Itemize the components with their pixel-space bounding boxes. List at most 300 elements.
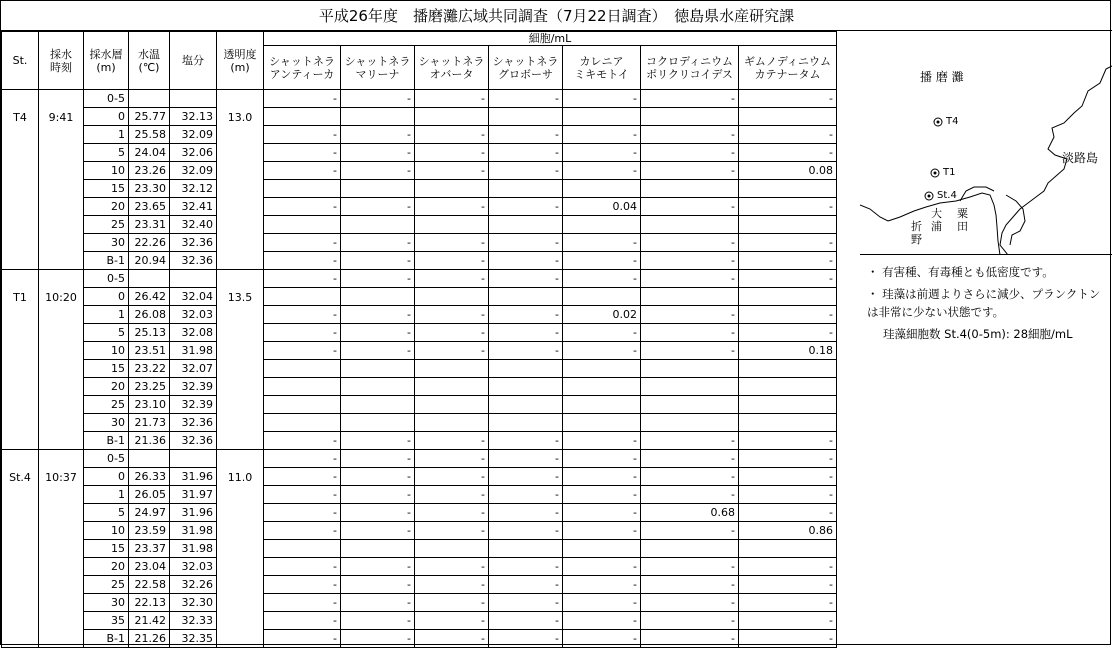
- cell-density: [415, 378, 489, 396]
- cell-density: -: [563, 144, 641, 162]
- cell-density: -: [641, 558, 739, 576]
- header-species-text-0: シャットネラ アンティーカ: [269, 54, 335, 81]
- temperature-cell: 25.13: [129, 324, 170, 342]
- cell-density: -: [563, 252, 641, 270]
- temperature-cell: 23.30: [129, 180, 170, 198]
- cell-density: [264, 180, 341, 198]
- cell-density: [739, 180, 837, 198]
- cell-density: -: [489, 252, 563, 270]
- cell-density: -: [415, 270, 489, 288]
- cell-density: -: [341, 198, 415, 216]
- cell-density: -: [415, 576, 489, 594]
- salinity-cell: 32.26: [170, 576, 217, 594]
- cell-density: -: [739, 270, 837, 288]
- station-marker-t1: [931, 169, 939, 177]
- salinity-cell: 31.96: [170, 468, 217, 486]
- cell-density: -: [641, 486, 739, 504]
- cell-density: -: [264, 486, 341, 504]
- salinity-cell: 32.08: [170, 324, 217, 342]
- cell-density: -: [739, 576, 837, 594]
- cell-density: 0.18: [739, 342, 837, 360]
- cell-density: -: [341, 324, 415, 342]
- cell-density: -: [641, 342, 739, 360]
- cell-density: -: [264, 450, 341, 468]
- table-row: [2, 414, 837, 432]
- temperature-cell: 25.77: [129, 108, 170, 126]
- cell-density: -: [489, 558, 563, 576]
- cell-density: [739, 216, 837, 234]
- cell-density: -: [739, 558, 837, 576]
- cell-density: -: [264, 162, 341, 180]
- table-row: [2, 180, 837, 198]
- place-ohura: 大浦: [931, 207, 942, 233]
- table-row: [2, 270, 837, 288]
- cell-density: -: [264, 234, 341, 252]
- header-species-text-1: シャットネラ マリーナ: [344, 54, 411, 81]
- station-marker-t4: [934, 118, 942, 126]
- temperature-cell: [129, 450, 170, 468]
- temperature-cell: 23.31: [129, 216, 170, 234]
- cell-density: [341, 378, 415, 396]
- cell-density: -: [641, 198, 739, 216]
- cell-density: -: [641, 90, 739, 108]
- cell-density: -: [739, 432, 837, 450]
- cell-density: -: [739, 468, 837, 486]
- cell-density: -: [641, 144, 739, 162]
- table-row: [2, 144, 837, 162]
- cell-density: [341, 396, 415, 414]
- notes-panel: [867, 263, 1107, 347]
- cell-density: -: [415, 252, 489, 270]
- island-label: 淡路島: [1062, 151, 1099, 165]
- cell-density: [341, 108, 415, 126]
- cell-density: 0.86: [739, 522, 837, 540]
- cell-density: -: [563, 450, 641, 468]
- place-oryuno: 折野: [911, 220, 922, 246]
- cell-density: -: [341, 594, 415, 612]
- cell-density: [415, 216, 489, 234]
- temperature-cell: 22.13: [129, 594, 170, 612]
- temperature-cell: 22.58: [129, 576, 170, 594]
- cell-density: -: [739, 594, 837, 612]
- header-species-5: [641, 46, 739, 90]
- transparency-value: 11.0: [217, 450, 264, 648]
- cell-density: -: [415, 504, 489, 522]
- salinity-cell: 32.36: [170, 432, 217, 450]
- cell-density: [641, 414, 739, 432]
- cell-density: [563, 540, 641, 558]
- temperature-cell: [129, 90, 170, 108]
- header-cells-per-ml: 細胞/mL: [264, 32, 837, 46]
- cell-density: [415, 288, 489, 306]
- header-sampling-time: [39, 32, 84, 90]
- table-row: [2, 594, 837, 612]
- note-diatom-count: 珪藻細胞数 St.4(0-5m): 28細胞/mL: [883, 327, 1073, 341]
- cell-density: [489, 216, 563, 234]
- temperature-cell: 26.33: [129, 468, 170, 486]
- table-row: [2, 306, 837, 324]
- cell-density: -: [341, 234, 415, 252]
- cell-density: [415, 540, 489, 558]
- table-row: [2, 90, 837, 108]
- table-row: [2, 576, 837, 594]
- cell-density: -: [264, 432, 341, 450]
- depth-cell: 10: [84, 342, 129, 360]
- table-row: [2, 630, 837, 648]
- temperature-cell: 26.42: [129, 288, 170, 306]
- cell-density: -: [489, 450, 563, 468]
- cell-density: [641, 360, 739, 378]
- cell-density: [563, 288, 641, 306]
- cell-density: -: [264, 630, 341, 648]
- temperature-cell: 21.36: [129, 432, 170, 450]
- cell-density: [563, 378, 641, 396]
- table-row: [2, 216, 837, 234]
- cell-density: -: [739, 90, 837, 108]
- cell-density: -: [264, 252, 341, 270]
- cell-density: [415, 414, 489, 432]
- table-row: [2, 342, 837, 360]
- table-row: [2, 504, 837, 522]
- temperature-cell: 23.26: [129, 162, 170, 180]
- cell-density: -: [563, 270, 641, 288]
- cell-density: [415, 396, 489, 414]
- table-row: [2, 198, 837, 216]
- depth-cell: 0: [84, 468, 129, 486]
- depth-cell: 25: [84, 216, 129, 234]
- table-row: [2, 558, 837, 576]
- cell-density: [563, 180, 641, 198]
- cell-density: -: [563, 324, 641, 342]
- depth-cell: 5: [84, 324, 129, 342]
- salinity-cell: 31.98: [170, 522, 217, 540]
- cell-density: -: [489, 522, 563, 540]
- cell-density: -: [341, 270, 415, 288]
- salinity-cell: 32.12: [170, 180, 217, 198]
- cell-density: [415, 360, 489, 378]
- cell-density: [641, 216, 739, 234]
- cell-density: -: [739, 234, 837, 252]
- cell-density: [641, 540, 739, 558]
- cell-density: 0.02: [563, 306, 641, 324]
- cell-density: -: [563, 630, 641, 648]
- cell-density: [341, 414, 415, 432]
- cell-density: -: [415, 324, 489, 342]
- temperature-cell: 26.05: [129, 486, 170, 504]
- cell-density: -: [341, 432, 415, 450]
- salinity-cell: 32.40: [170, 216, 217, 234]
- cell-density: -: [264, 612, 341, 630]
- temperature-cell: 23.37: [129, 540, 170, 558]
- cell-density: -: [489, 594, 563, 612]
- cell-density: 0.04: [563, 198, 641, 216]
- cell-density: [264, 288, 341, 306]
- cell-density: -: [341, 90, 415, 108]
- salinity-cell: 32.30: [170, 594, 217, 612]
- salinity-cell: 32.36: [170, 234, 217, 252]
- cell-density: [264, 540, 341, 558]
- cell-density: -: [341, 252, 415, 270]
- cell-density: -: [264, 306, 341, 324]
- cell-density: -: [415, 90, 489, 108]
- cell-density: [341, 216, 415, 234]
- temperature-cell: 23.10: [129, 396, 170, 414]
- cell-density: -: [641, 630, 739, 648]
- cell-density: [641, 108, 739, 126]
- header-species-text-5: コクロディニウム ポリクリコイデス: [645, 54, 733, 81]
- cell-density: -: [415, 612, 489, 630]
- depth-cell: 5: [84, 144, 129, 162]
- temperature-cell: 20.94: [129, 252, 170, 270]
- cell-density: [489, 414, 563, 432]
- cell-density: [264, 378, 341, 396]
- cell-density: -: [415, 432, 489, 450]
- table-row: [2, 324, 837, 342]
- cell-density: -: [739, 504, 837, 522]
- cell-density: -: [341, 558, 415, 576]
- cell-density: -: [264, 342, 341, 360]
- cell-density: -: [489, 234, 563, 252]
- cell-density: -: [739, 486, 837, 504]
- cell-density: -: [489, 630, 563, 648]
- salinity-cell: 32.41: [170, 198, 217, 216]
- cell-density: [739, 288, 837, 306]
- cell-density: -: [264, 324, 341, 342]
- cell-density: [641, 180, 739, 198]
- cell-density: -: [489, 126, 563, 144]
- tokushima-coastline: [860, 193, 1000, 255]
- header-transparency-text: 透明度 (m): [223, 47, 257, 74]
- cell-density: [563, 396, 641, 414]
- depth-cell: 20: [84, 378, 129, 396]
- cell-density: -: [415, 594, 489, 612]
- salinity-cell: [170, 450, 217, 468]
- cell-density: [341, 180, 415, 198]
- sampling-time: 9:41: [39, 90, 84, 270]
- depth-cell: 20: [84, 558, 129, 576]
- cell-density: -: [563, 234, 641, 252]
- table-body: [2, 90, 837, 648]
- cell-density: -: [264, 144, 341, 162]
- cell-density: -: [341, 504, 415, 522]
- salinity-cell: 32.06: [170, 144, 217, 162]
- temperature-cell: 23.22: [129, 360, 170, 378]
- station-label-t1: T1: [943, 167, 956, 178]
- cell-density: -: [641, 594, 739, 612]
- cell-density: -: [264, 198, 341, 216]
- cell-density: [415, 108, 489, 126]
- header-water-temperature-text: 水温 (℃): [138, 47, 160, 74]
- cell-density: [489, 288, 563, 306]
- table-row: [2, 162, 837, 180]
- salinity-cell: 32.36: [170, 414, 217, 432]
- station-label-st4: St.4: [937, 190, 957, 201]
- transparency-value: 13.5: [217, 270, 264, 450]
- depth-cell: 15: [84, 540, 129, 558]
- header-water-temperature: [129, 32, 170, 90]
- cell-density: -: [341, 450, 415, 468]
- salinity-cell: 32.09: [170, 162, 217, 180]
- table-row: [2, 360, 837, 378]
- cell-density: -: [641, 432, 739, 450]
- salinity-cell: 31.96: [170, 504, 217, 522]
- cell-density: -: [641, 162, 739, 180]
- cell-density: [489, 360, 563, 378]
- place-awata: 粟田: [957, 207, 968, 233]
- cell-density: -: [563, 162, 641, 180]
- cell-density: [264, 396, 341, 414]
- cell-density: [563, 216, 641, 234]
- cell-density: [563, 414, 641, 432]
- cell-density: -: [489, 486, 563, 504]
- header-salinity: 塩分: [170, 32, 217, 90]
- salinity-cell: [170, 270, 217, 288]
- cell-density: -: [739, 324, 837, 342]
- cell-density: -: [489, 198, 563, 216]
- cell-density: -: [341, 486, 415, 504]
- cell-density: [264, 216, 341, 234]
- header-species-1: [341, 46, 415, 90]
- header-transparency: [217, 32, 264, 90]
- temperature-cell: 24.97: [129, 504, 170, 522]
- table-row: [2, 108, 837, 126]
- depth-cell: B-1: [84, 252, 129, 270]
- cell-density: -: [739, 198, 837, 216]
- cell-density: -: [341, 630, 415, 648]
- cell-density: [739, 540, 837, 558]
- sea-label: 播 磨 灘: [920, 70, 964, 84]
- header-species-text-6: ギムノディニウム カテナータム: [744, 54, 831, 81]
- depth-cell: 30: [84, 414, 129, 432]
- cell-density: [563, 108, 641, 126]
- cell-density: -: [489, 468, 563, 486]
- cell-density: -: [341, 342, 415, 360]
- depth-cell: 0-5: [84, 90, 129, 108]
- cell-density: -: [341, 306, 415, 324]
- cell-density: -: [641, 252, 739, 270]
- temperature-cell: 22.26: [129, 234, 170, 252]
- cell-density: [641, 378, 739, 396]
- table-row: [2, 468, 837, 486]
- header-species-0: [264, 46, 341, 90]
- station-name: T4: [2, 90, 39, 270]
- cell-density: [264, 108, 341, 126]
- cell-density: -: [739, 612, 837, 630]
- cell-density: -: [415, 558, 489, 576]
- cell-density: -: [341, 576, 415, 594]
- table-row: [2, 234, 837, 252]
- station-marker-st4: [925, 192, 933, 200]
- cell-density: -: [739, 144, 837, 162]
- cell-density: -: [415, 144, 489, 162]
- cell-density: -: [563, 558, 641, 576]
- cell-density: -: [415, 630, 489, 648]
- salinity-cell: 32.39: [170, 396, 217, 414]
- cell-density: -: [489, 162, 563, 180]
- cell-density: [264, 360, 341, 378]
- cell-density: -: [489, 342, 563, 360]
- cell-density: -: [415, 198, 489, 216]
- salinity-cell: 32.09: [170, 126, 217, 144]
- cell-density: [489, 540, 563, 558]
- cell-density: [739, 108, 837, 126]
- cell-density: -: [739, 126, 837, 144]
- header-species-text-2: シャットネラ オバータ: [418, 54, 485, 81]
- cell-density: -: [341, 144, 415, 162]
- cell-density: -: [489, 90, 563, 108]
- cell-density: -: [415, 486, 489, 504]
- cell-density: [264, 414, 341, 432]
- salinity-cell: 32.33: [170, 612, 217, 630]
- cell-density: -: [641, 468, 739, 486]
- station-map: [860, 31, 1112, 255]
- cell-density: [739, 396, 837, 414]
- depth-cell: 1: [84, 126, 129, 144]
- depth-cell: 10: [84, 522, 129, 540]
- cell-density: -: [641, 612, 739, 630]
- cell-density: -: [563, 90, 641, 108]
- cell-density: -: [341, 468, 415, 486]
- temperature-cell: 23.65: [129, 198, 170, 216]
- cell-density: [641, 396, 739, 414]
- table-row: [2, 432, 837, 450]
- table-row: [2, 288, 837, 306]
- cell-density: -: [489, 576, 563, 594]
- cell-density: -: [563, 342, 641, 360]
- cell-density: -: [641, 450, 739, 468]
- salinity-cell: 32.07: [170, 360, 217, 378]
- table-row: [2, 126, 837, 144]
- cell-density: [415, 180, 489, 198]
- table-row: [2, 612, 837, 630]
- cell-density: 0.68: [641, 504, 739, 522]
- cell-density: -: [264, 522, 341, 540]
- cell-density: -: [641, 324, 739, 342]
- salinity-cell: 32.39: [170, 378, 217, 396]
- table-row: [2, 396, 837, 414]
- cell-density: [489, 108, 563, 126]
- depth-cell: 15: [84, 180, 129, 198]
- cell-density: -: [341, 612, 415, 630]
- cell-density: -: [563, 504, 641, 522]
- header-species-text-3: シャットネラ グロボーサ: [492, 54, 559, 81]
- cell-density: [739, 360, 837, 378]
- salinity-cell: 32.04: [170, 288, 217, 306]
- header-sampling-time-text: 採水 時刻: [50, 47, 72, 74]
- header-species-6: [739, 46, 837, 90]
- cell-density: -: [489, 432, 563, 450]
- cell-density: -: [264, 468, 341, 486]
- depth-cell: B-1: [84, 432, 129, 450]
- cell-density: 0.08: [739, 162, 837, 180]
- cell-density: [341, 360, 415, 378]
- depth-cell: 5: [84, 504, 129, 522]
- temperature-cell: 25.58: [129, 126, 170, 144]
- cell-density: -: [641, 126, 739, 144]
- table-row: [2, 378, 837, 396]
- cell-density: -: [739, 252, 837, 270]
- salinity-cell: 32.03: [170, 306, 217, 324]
- depth-cell: 15: [84, 360, 129, 378]
- cell-density: -: [563, 612, 641, 630]
- cell-density: -: [341, 162, 415, 180]
- cell-density: [489, 378, 563, 396]
- transparency-value: 13.0: [217, 90, 264, 270]
- report-title: 平成26年度 播磨灘広域共同調査（7月22日調査） 徳島県水産研究課: [1, 1, 1112, 31]
- salinity-cell: 32.35: [170, 630, 217, 648]
- temperature-cell: 21.42: [129, 612, 170, 630]
- cell-density: -: [563, 576, 641, 594]
